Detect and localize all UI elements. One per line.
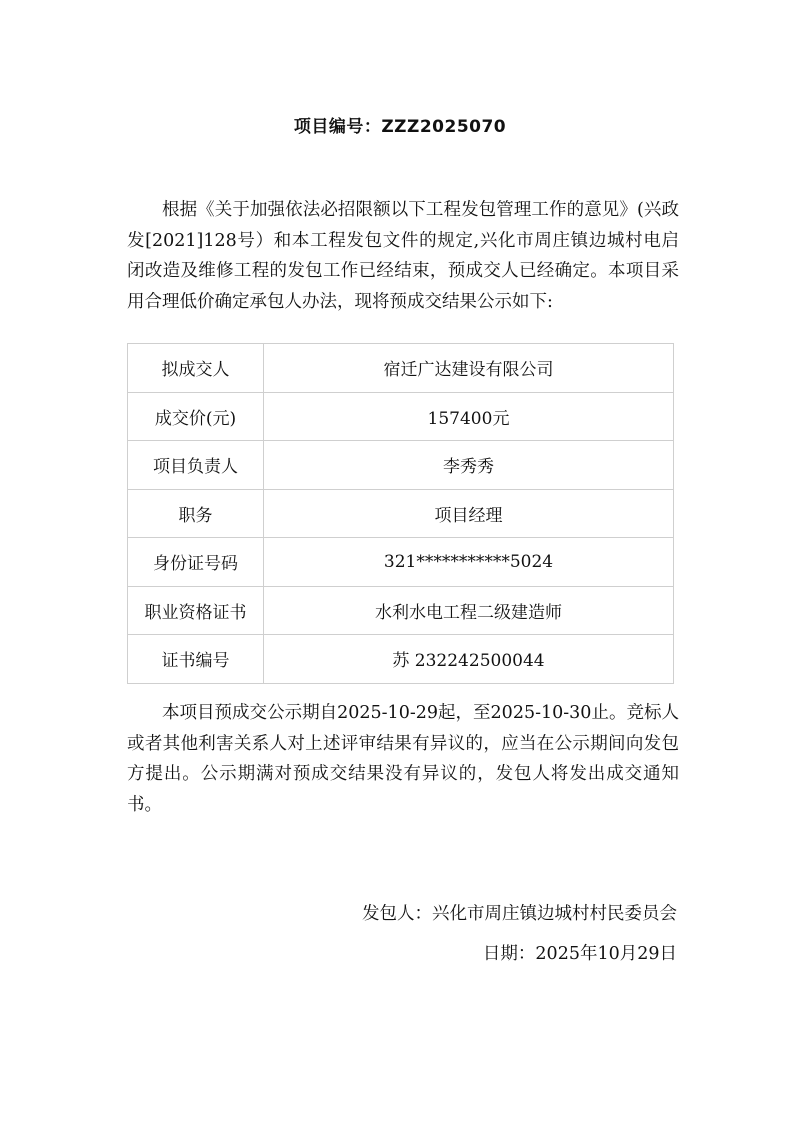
row-value: 157400元 bbox=[264, 392, 674, 441]
table-row bbox=[128, 635, 674, 684]
row-label: 成交价(元) bbox=[128, 392, 264, 441]
table-row bbox=[128, 441, 674, 490]
row-value: 宿迁广达建设有限公司 bbox=[264, 344, 674, 393]
row-value: 李秀秀 bbox=[264, 441, 674, 490]
intro-paragraph: 根据《关于加强依法必招限额以下工程发包管理工作的意见》(兴政发[2021]128号）和本工程发包文件的规定,兴化市周庄镇边城村电启闭改造及维修工程的发包工作已经结束，预成交人已经确定。本项目采用合理低价确定承包人办法，现将预成交结果公示如下: bbox=[127, 200, 679, 312]
issue-date: 日期：2025年10月29日 bbox=[482, 944, 677, 964]
table-row bbox=[128, 344, 674, 393]
row-value: 苏 232242500044 bbox=[264, 635, 674, 684]
row-label: 身份证号码 bbox=[128, 538, 264, 587]
result-table bbox=[127, 343, 674, 684]
row-label: 职务 bbox=[128, 489, 264, 538]
row-value: 321***********5024 bbox=[264, 538, 674, 587]
table-row bbox=[128, 538, 674, 587]
table-row bbox=[128, 489, 674, 538]
row-value: 项目经理 bbox=[264, 489, 674, 538]
row-label: 证书编号 bbox=[128, 635, 264, 684]
issuer-signature: 发包人：兴化市周庄镇边城村村民委员会 bbox=[362, 904, 677, 924]
row-label: 项目负责人 bbox=[128, 441, 264, 490]
row-label: 拟成交人 bbox=[128, 344, 264, 393]
row-label: 职业资格证书 bbox=[128, 586, 264, 635]
project-number-title: 项目编号：ZZZ2025070 bbox=[293, 117, 507, 137]
table-row bbox=[128, 392, 674, 441]
row-value: 水利水电工程二级建造师 bbox=[264, 586, 674, 635]
notice-paragraph: 本项目预成交公示期自2025-10-29起，至2025-10-30止。竞标人或者其他利害关系人对上述评审结果有异议的，应当在公示期间向发包方提出。公示期满对预成交结果没有异议的，发包人将发出成交通知书。 bbox=[127, 703, 679, 815]
table-row bbox=[128, 586, 674, 635]
